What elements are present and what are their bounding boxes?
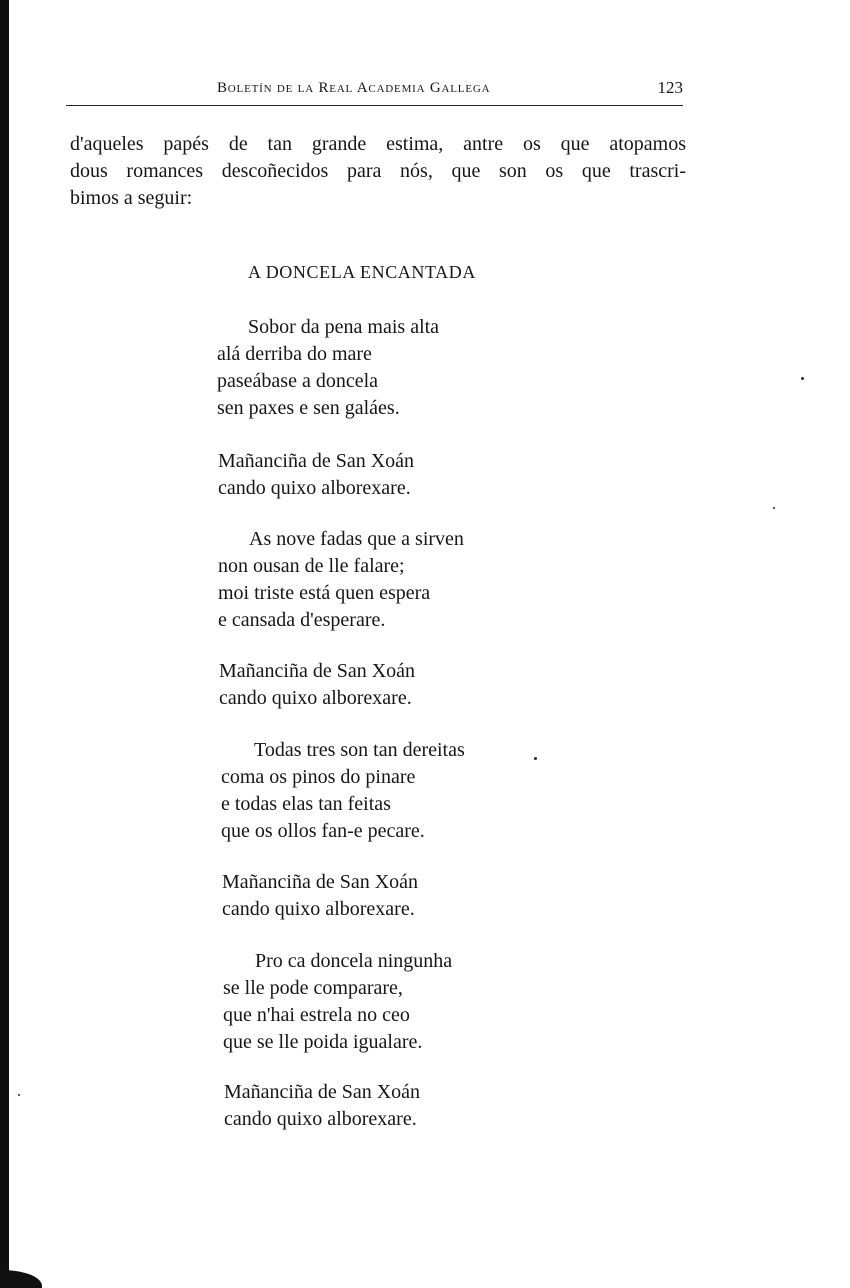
verse-line: que n'hai estrela no ceo — [223, 1004, 410, 1026]
verse-line: cando quixo alborexare. — [224, 1108, 417, 1130]
verse-line: non ousan de lle falare; — [218, 555, 405, 577]
intro-line: bimos a seguir: — [70, 187, 193, 209]
intro-line: dous romances descoñecidos para nós, que son os que trascri- — [70, 160, 686, 182]
scan-speck — [773, 507, 775, 509]
verse-line: cando quixo alborexare. — [219, 687, 412, 709]
verse-line: e cansada d'esperare. — [218, 609, 386, 631]
verse-line: Mañanciña de San Xoán — [224, 1081, 421, 1103]
verse-line: sen paxes e sen galáes. — [217, 397, 400, 419]
scan-speck — [18, 1094, 20, 1096]
poem-stanza — [218, 526, 464, 634]
verse-line: cando quixo alborexare. — [218, 477, 411, 499]
running-head — [217, 78, 687, 102]
verse-line: que se lle poida igualare. — [223, 1031, 423, 1053]
running-title: Boletín de la Real Academia Gallega — [217, 80, 491, 96]
verse-line: Todas tres son tan dereitas — [254, 739, 465, 761]
page-corner-shadow — [0, 1270, 42, 1288]
poem-refrain — [219, 658, 415, 712]
scan-speck — [534, 757, 537, 760]
verse-line: que os ollos fan-e pecare. — [221, 820, 425, 842]
poem-title: A DONCELA ENCANTADA — [248, 262, 476, 282]
verse-line: e todas elas tan feitas — [221, 793, 391, 815]
poem-stanza — [217, 314, 439, 422]
verse-line: Mañanciña de San Xoán — [219, 660, 416, 682]
poem-refrain — [218, 448, 414, 502]
scan-speck — [801, 377, 804, 380]
poem-stanza — [221, 737, 465, 845]
header-rule — [66, 105, 683, 106]
verse-line: moi triste está quen espera — [218, 582, 431, 604]
verse-line: Pro ca doncela ningunha — [255, 950, 453, 972]
verse-line: coma os pinos do pinare — [221, 766, 416, 788]
poem-refrain — [222, 869, 418, 923]
verse-line: Sobor da pena mais alta — [248, 316, 440, 338]
intro-line: d'aqueles papés de tan grande estima, antre os que atopamos — [70, 133, 686, 155]
page-binding-edge — [0, 0, 9, 1288]
verse-line: Mañanciña de San Xoán — [218, 450, 415, 472]
poem-stanza — [223, 948, 452, 1056]
poem-refrain — [224, 1079, 420, 1133]
verse-line: paseábase a doncela — [217, 370, 379, 392]
verse-line: cando quixo alborexare. — [222, 898, 415, 920]
verse-line: se lle pode comparare, — [223, 977, 403, 999]
intro-paragraph — [70, 131, 686, 212]
verse-line: Mañanciña de San Xoán — [222, 871, 419, 893]
verse-line: As nove fadas que a sirven — [249, 528, 464, 550]
page-number: 123 — [657, 78, 683, 97]
verse-line: alá derriba do mare — [217, 343, 372, 365]
